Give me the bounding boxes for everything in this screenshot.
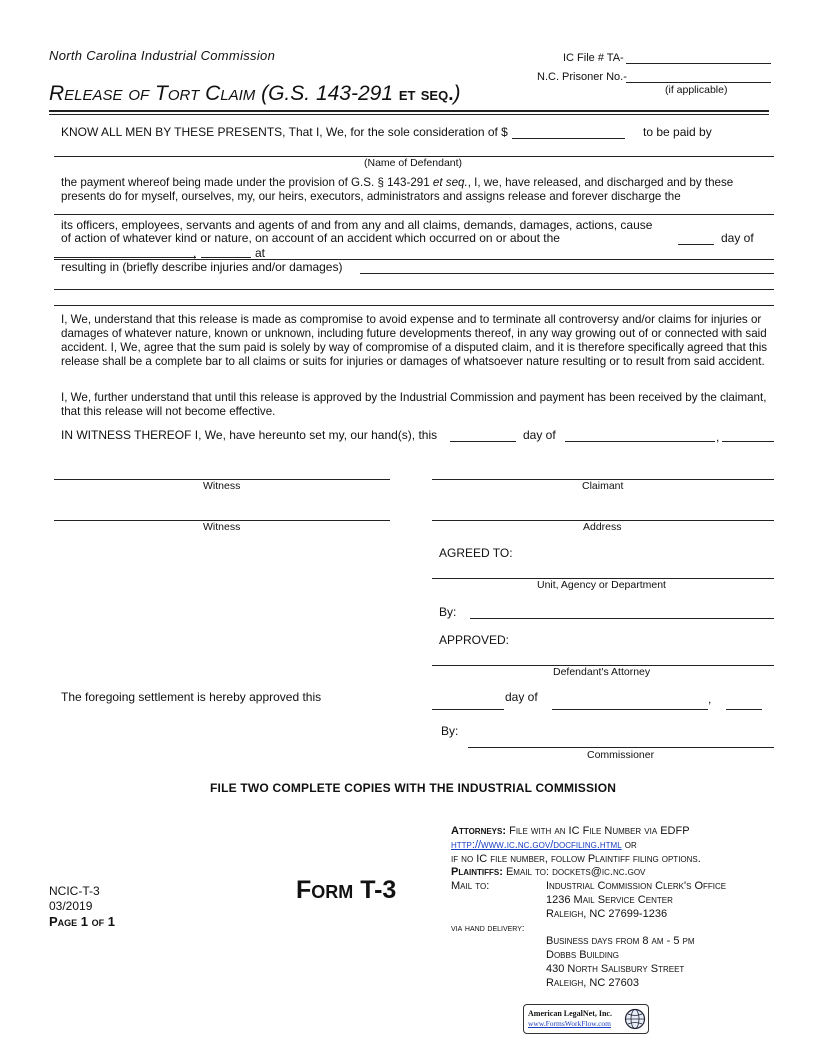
title-statute: (G.S. 143-291 [261, 82, 394, 105]
to-be-paid-by: to be paid by [643, 125, 712, 139]
globe-icon [624, 1008, 646, 1030]
ic-file-field[interactable] [626, 63, 771, 64]
accident-day-field[interactable] [678, 244, 714, 245]
title-etseq: et seq. [398, 84, 454, 105]
title-main: Release of Tort Claim [49, 82, 256, 105]
mail-line-1: Industrial Commission Clerk's Office [546, 880, 727, 892]
legalnet-logo[interactable] [523, 1004, 649, 1034]
name-of-defendant-caption: (Name of Defendant) [364, 157, 463, 169]
witness-month-field[interactable] [565, 441, 715, 442]
prisoner-label: N.C. Prisoner No.- [537, 71, 627, 83]
accident-line: of action of whatever kind or nature, on account of an accident which occurred on or about the [61, 231, 560, 245]
compromise-paragraph: I, We, understand that this release is made as compromise to avoid expense and to terminate all controversy and/or claims for injuries or damages of whatever nature, known or unknown, including future developments thereof, in any way growing out of or connected with said accident. I, We, agree that the sum paid is solely by way of compromise of a disputed claim, and it is therefore specifically agreed that this release shall be a complete bar to all claims or suits for injuries or damages of whatsoever nature resulting or to result from said accident. [61, 313, 768, 368]
date-comma: , [193, 246, 197, 260]
para2-etseq: et seq. [432, 176, 468, 189]
agency-name: North Carolina Industrial Commission [49, 48, 276, 63]
injuries-field-3[interactable] [54, 305, 774, 306]
foregoing-label: The foregoing settlement is hereby approved this [61, 690, 322, 704]
para2-text-b: , I, we, have released, and discharged and by these presents do for myself, ourselves, my, our heirs, executors, administrators and assigns release and forever discharge the [61, 176, 734, 203]
accident-month-field[interactable] [54, 257, 196, 258]
witness1-label: Witness [203, 480, 241, 492]
witness-day-field[interactable] [450, 441, 516, 442]
if-applicable: (if applicable) [665, 84, 728, 96]
mail-line-3: Raleigh, NC 27699-1236 [546, 908, 668, 920]
release-paragraph [61, 176, 771, 204]
address-label: Address [583, 521, 622, 533]
prisoner-field[interactable] [626, 82, 771, 83]
header-rule-2 [49, 114, 769, 115]
file-two-copies: FILE TWO COMPLETE COPIES WITH THE INDUSTRIAL COMMISSION [210, 781, 617, 795]
witness-day-of: day of [523, 428, 556, 442]
approval-year-field[interactable] [726, 709, 762, 710]
resulting-in-label: resulting in (briefly describe injuries and/or damages) [61, 260, 343, 274]
logo-line-1: American LegalNet, Inc. [528, 1009, 612, 1018]
discharge-party-field[interactable] [54, 214, 774, 215]
unit-agency-label: Unit, Agency or Department [537, 579, 666, 591]
approved-label: APPROVED: [439, 633, 510, 647]
para2-text-a: the payment whereof being made under the provision of G.S. § 143-291 [61, 176, 433, 189]
form-code: NCIC-T-3 [49, 884, 100, 898]
approval-comma: , [708, 692, 712, 706]
link-or: or [624, 839, 637, 851]
mail-to-label: Mail to: [451, 880, 490, 892]
header-rule-1 [49, 110, 769, 112]
edfp-link[interactable]: http://www.ic.nc.gov/docfiling.html [451, 839, 622, 851]
injuries-field-2[interactable] [54, 289, 774, 290]
officers-line: its officers, employees, servants and agents of and from any and all claims, demands, damages, actions, cause [61, 218, 653, 232]
form-t3-title: Form T-3 [296, 876, 397, 904]
agreed-to-label: AGREED TO: [439, 546, 513, 560]
amount-field[interactable] [512, 138, 625, 139]
attorneys-line [451, 825, 690, 837]
form-title [49, 82, 460, 106]
attorneys-label: Attorneys: [451, 825, 507, 837]
title-close: ) [453, 82, 461, 105]
accident-year-field[interactable] [201, 257, 251, 258]
attorneys-text: File with an IC File Number via EDFP [509, 825, 690, 837]
if-no-ic-line: if no IC file number, follow Plaintiff filing options. [451, 853, 701, 865]
claimant-label: Claimant [582, 480, 624, 492]
witness-thereof-line: IN WITNESS THEREOF I, We, have hereunto set my, our hand(s), this [61, 428, 438, 442]
page-number: Page 1 of 1 [49, 914, 115, 929]
hand-line-4: Raleigh, NC 27603 [546, 977, 639, 989]
mail-line-2: 1236 Mail Service Center [546, 894, 673, 906]
commissioner-signature[interactable] [468, 747, 774, 748]
plaintiffs-text: Email to: dockets@ic.nc.gov [505, 866, 646, 878]
plaintiffs-label: Plaintiffs: [451, 866, 503, 878]
approval-month-field[interactable] [552, 709, 708, 710]
injuries-field-1[interactable] [360, 273, 774, 274]
consideration-line: KNOW ALL MEN BY THESE PRESENTS, That I, We, for the sole consideration of $ [61, 125, 508, 139]
ic-file-label: IC File # TA- [563, 52, 624, 64]
at-label: at [255, 246, 266, 260]
hand-line-2: Dobbs Building [546, 949, 620, 961]
approval-day-field[interactable] [432, 709, 504, 710]
approval-day-of: day of [505, 690, 538, 704]
hand-line-3: 430 North Salisbury Street [546, 963, 685, 975]
edfp-link-line [451, 839, 637, 851]
logo-line-2: www.FormsWorkFlow.com [528, 1019, 612, 1028]
by1-signature[interactable] [470, 618, 774, 619]
plaintiffs-line [451, 866, 645, 878]
by1-label: By: [439, 605, 457, 619]
defendants-attorney-label: Defendant's Attorney [553, 666, 651, 678]
witness-year-field[interactable] [722, 441, 774, 442]
form-date: 03/2019 [49, 899, 93, 913]
by2-label: By: [441, 724, 459, 738]
witness-comma: , [716, 430, 720, 444]
commissioner-label: Commissioner [587, 749, 655, 761]
approval-paragraph: I, We, further understand that until this release is approved by the Industrial Commission and payment has been received by the claimant, that this release will not become effective. [61, 391, 767, 418]
hand-line-1: Business days from 8 am - 5 pm [546, 935, 695, 947]
via-hand-label: via hand delivery: [451, 923, 525, 934]
day-of-label: day of [721, 231, 754, 245]
witness2-label: Witness [203, 521, 241, 533]
